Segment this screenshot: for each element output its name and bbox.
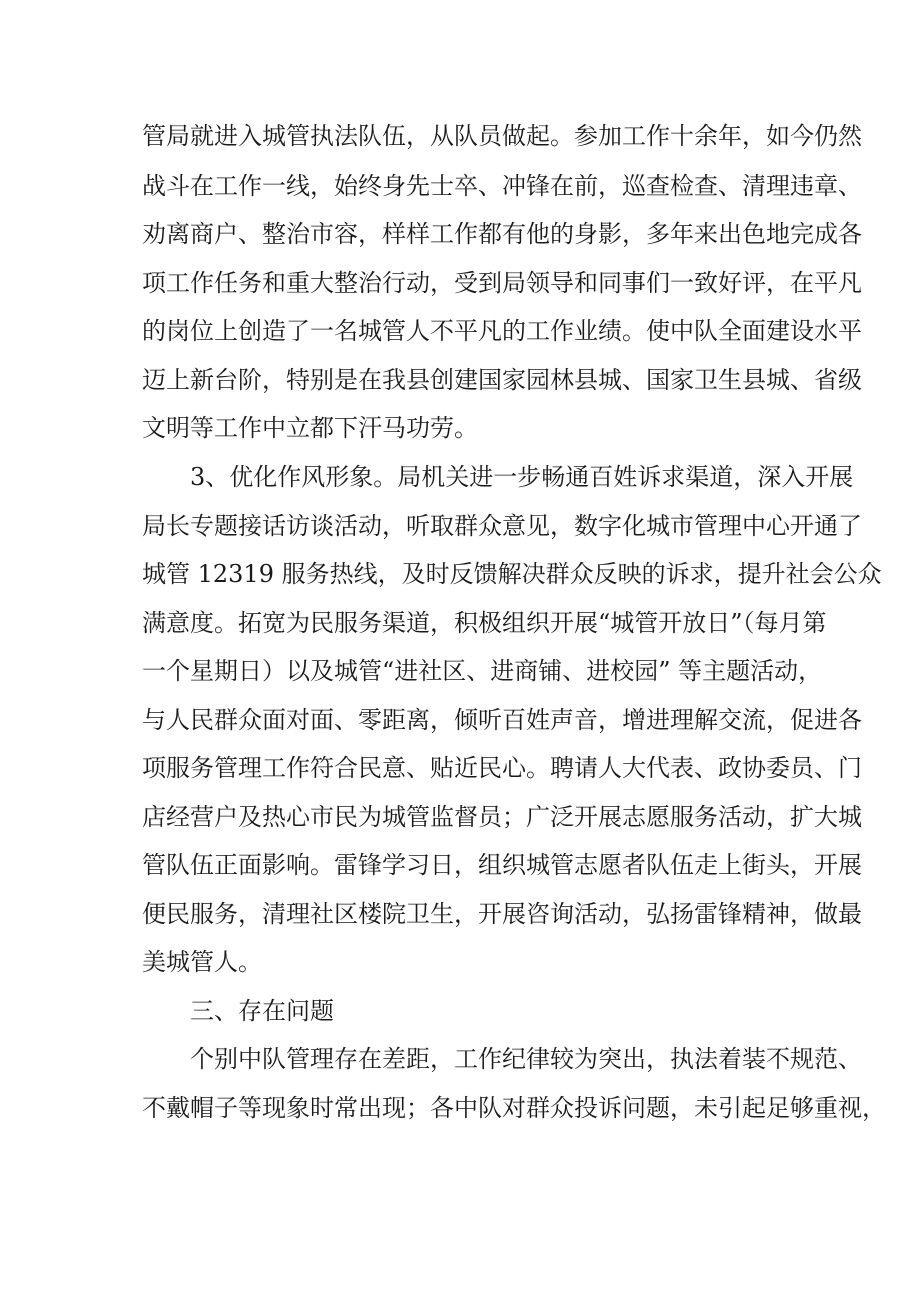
paragraph-line: 迈上新台阶，特别是在我县创建国家园林县城、国家卫生县城、省级 [142, 366, 862, 394]
section-heading: 三、存在问题 [190, 997, 334, 1025]
paragraph-line: 一个星期日）以及城管“进社区、进商铺、进校园” 等主题活动， [142, 657, 823, 685]
section-item-heading-line: 3、优化作风形象。局机关进一步畅通百姓诉求渠道，深入开展 [190, 463, 854, 491]
paragraph-line: 管局就进入城管执法队伍，从队员做起。参加工作十余年，如今仍然 [142, 122, 862, 150]
paragraph-line: 劝离商户、整治市容，样样工作都有他的身影，多年来出色地完成各 [142, 220, 862, 248]
paragraph-line: 店经营户及热心市民为城管监督员；广泛开展志愿服务活动，扩大城 [142, 803, 862, 831]
paragraph-line: 个别中队管理存在差距，工作纪律较为突出，执法着装不规范、 [190, 1045, 862, 1073]
paragraph-line: 美城管人。 [142, 948, 262, 976]
paragraph-line: 管队伍正面影响。雷锋学习日，组织城管志愿者队伍走上街头，开展 [142, 851, 862, 879]
paragraph-line: 不戴帽子等现象时常出现；各中队对群众投诉问题，未引起足够重视， [142, 1094, 886, 1122]
paragraph-line: 满意度。拓宽为民服务渠道，积极组织开展“城管开放日”（每月第 [142, 609, 827, 637]
paragraph-line: 与人民群众面对面、零距离，倾听百姓声音，增进理解交流，促进各 [142, 706, 862, 734]
paragraph-line: 文明等工作中立都下汗马功劳。 [142, 414, 478, 442]
paragraph-line: 战斗在工作一线，始终身先士卒、冲锋在前，巡查检查、清理违章、 [142, 172, 862, 200]
paragraph-line: 项服务管理工作符合民意、贴近民心。聘请人大代表、政协委员、门 [142, 754, 862, 782]
paragraph-line: 城管 12319 服务热线，及时反馈解决群众反映的诉求，提升社会公众 [142, 560, 882, 588]
paragraph-line: 项工作任务和重大整治行动，受到局领导和同事们一致好评，在平凡 [142, 269, 862, 297]
paragraph-line: 局长专题接话访谈活动，听取群众意见，数字化城市管理中心开通了 [142, 512, 862, 540]
paragraph-line: 便民服务，清理社区楼院卫生，开展咨询活动，弘扬雷锋精神，做最 [142, 900, 862, 928]
paragraph-line: 的岗位上创造了一名城管人不平凡的工作业绩。使中队全面建设水平 [142, 317, 862, 345]
